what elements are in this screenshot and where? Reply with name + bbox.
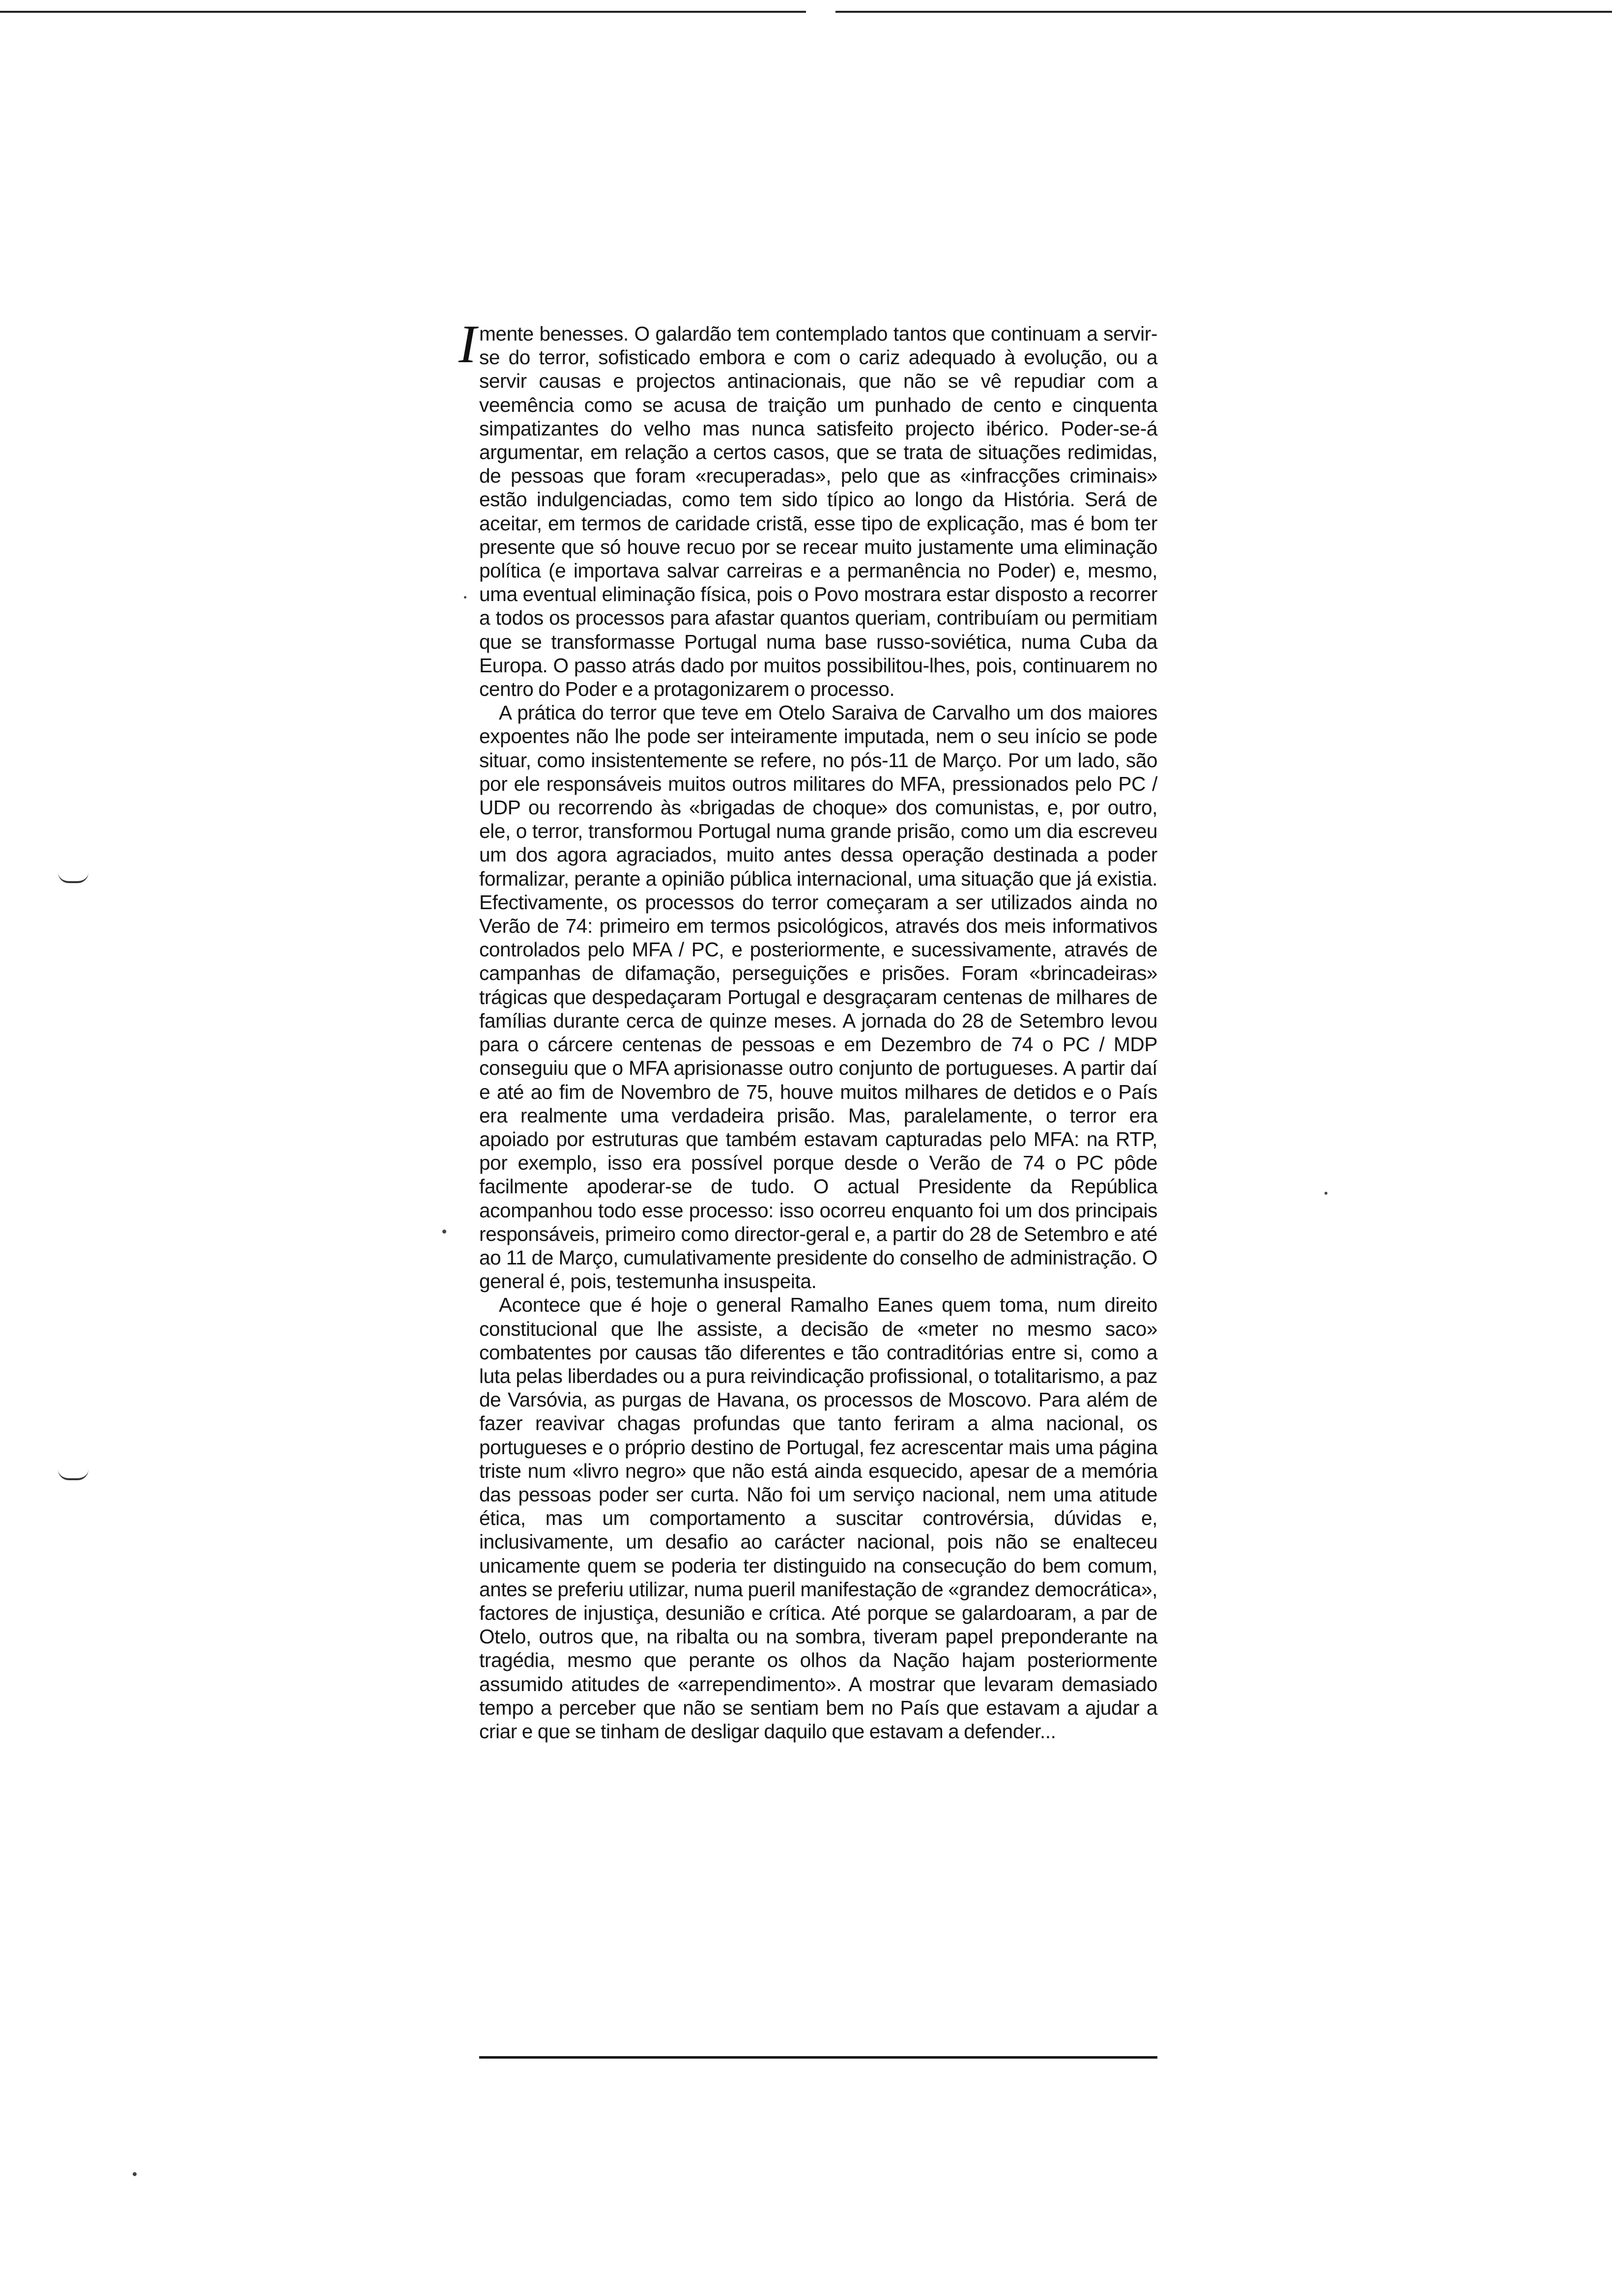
article-paragraph-2: A prática do terror que teve em Otelo Saraiva de Carvalho um dos maiores expoentes não lhe pode ser inteiramente imputada, nem o seu início se pode situar, como insistentemente se refere, no pós-11 de Março. Por um lado, são por ele responsáveis muitos outros militares do MFA, pressionados pelo PC / UDP ou recorrendo às «brigadas de choque» dos comunistas, e, por outro, ele, o terror, transformou Portugal numa grande prisão, como um dia escreveu um dos agora agraciados, muito antes dessa operação destinada a poder formalizar, perante a opinião pública internacional, uma situação que já existia. Efectivamente, os processos do terror começaram a ser utilizados ainda no Verão de 74: primeiro em termos psicológicos, através dos meis informativos controlados pelo MFA / PC, e posteriormente, e sucessivamente, através de campanhas de difamação, perseguições e prisões. Foram «brincadeiras» trágicas que despedaçaram Portugal e desgraçaram centenas de milhares de famílias durante cerca de quinze meses. A jornada do 28 de Setembro levou para o cárcere centenas de pessoas e em Dezembro de 74 o PC / MDP conseguiu que o MFA aprisionasse outro conjunto de portugueses. A partir daí e até ao fim de Novembro de 75, houve muitos milhares de detidos e o País era realmente uma verdadeira prisão. Mas, paralelamente, o terror era apoiado por estruturas que também estavam capturadas pelo MFA: na RTP, por exemplo, isso era possível porque desde o Verão de 74 o PC pôde facilmente apoderar-se de tudo. O actual Presidente da República acompanhou todo esse processo: isso ocorreu enquanto foi um dos principais responsáveis, primeiro como director-geral e, a partir do 28 de Setembro e até ao 11 de Março, cumulativamente presidente do conselho de administração. O general é, pois, testemunha insuspeita. <box>479 701 1157 1293</box>
top-rule-right <box>835 11 1612 13</box>
scan-mark <box>58 1469 88 1480</box>
bottom-rule <box>479 2056 1157 2059</box>
scan-dot <box>464 596 466 599</box>
top-rule-left <box>0 11 806 13</box>
article-paragraph-3: Acontece que é hoje o general Ramalho Eanes quem toma, num direito constitucional que lhe assiste, a decisão de «meter no mesmo saco» combatentes por causas tão diferentes e tão contraditórias entre si, como a luta pelas liberdades ou a pura reivindicação profissional, o totalitarismo, a paz de Varsóvia, as purgas de Havana, os processos de Moscovo. Para além de fazer reavivar chagas profundas que tanto feriram a alma nacional, os portugueses e o próprio destino de Portugal, fez acrescentar mais uma página triste num «livro negro» que não está ainda esquecido, apesar de a memória das pessoas poder ser curta. Não foi um serviço nacional, nem uma atitude ética, mas um comportamento a suscitar controvérsia, dúvidas e, inclusivamente, um desafio ao carácter nacional, pois não se enalteceu unicamente quem se poderia ter distinguido na consecução do bem comum, antes se preferiu utilizar, numa pueril manifestação de «grandez democrática», factores de injustiça, desunião e crítica. Até porque se galardoaram, a par de Otelo, outros que, na ribalta ou na sombra, tiveram papel preponderante na tragédia, mesmo que perante os olhos da Nação hajam posteriormente assumido atitudes de «arrependimento». A mostrar que levaram demasiado tempo a perceber que não se sentiam bem no País que estavam a ajudar a criar e que se tinham de desligar daquilo que estavam a defender... <box>479 1293 1157 1743</box>
scan-dot <box>133 2172 137 2176</box>
scan-mark <box>58 872 88 883</box>
drop-cap: I <box>459 314 477 374</box>
article-column <box>459 314 1157 1743</box>
article-paragraph-1: mente benesses. O galardão tem contemplado tantos que continuam a servir-se do terror, sofisticado embora e com o cariz adequado à evolução, ou a servir causas e projectos antinacionais, que não se vê repudiar com a veemência como se acusa de traição um punhado de cento e cinquenta simpatizantes do velho mas nunca satisfeito projecto ibérico. Poder-se-á argumentar, em relação a certos casos, que se trata de situações redimidas, de pessoas que foram «recuperadas», pelo que as «infracções criminais» estão indulgenciadas, como tem sido típico ao longo da História. Será de aceitar, em termos de caridade cristã, esse tipo de explicação, mas é bom ter presente que só houve recuo por se recear muito justamente uma eliminação política (e importava salvar carreiras e a permanência no Poder) e, mesmo, uma eventual eliminação física, pois o Povo mostrara estar disposto a recorrer a todos os processos para afastar quantos queriam, contribuíam ou permitiam que se transformasse Portugal numa base russo-soviética, numa Cuba da Europa. O passo atrás dado por muitos possibilitou-lhes, pois, continuarem no centro do Poder e a protagonizarem o processo. <box>479 322 1157 701</box>
scan-dot <box>1324 1192 1327 1195</box>
scan-dot <box>442 1230 446 1234</box>
